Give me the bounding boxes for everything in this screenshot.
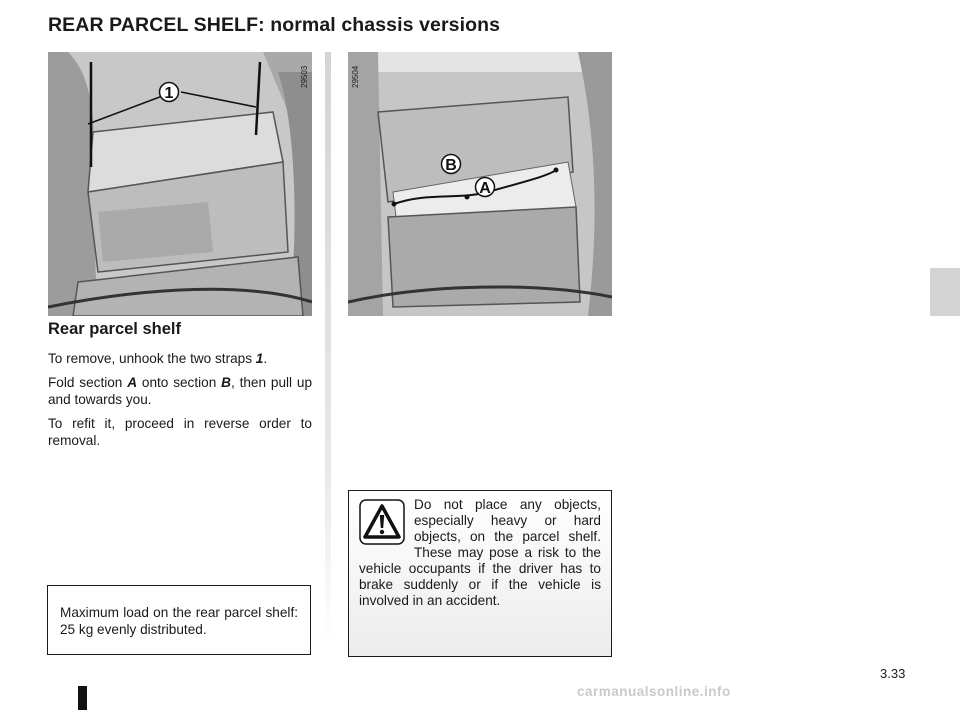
warning-box <box>348 490 612 657</box>
paragraph-fold <box>48 374 312 408</box>
figure-code: 29503 <box>300 65 309 88</box>
paragraph-text: . <box>263 351 268 366</box>
paragraph-text: , then pull up and towards you. <box>48 375 313 407</box>
figure-sections <box>348 52 612 316</box>
chapter-tab <box>930 268 960 316</box>
page-number: 3.33 <box>880 666 906 681</box>
page-title: REAR PARCEL SHELF: normal chassis versions <box>48 14 501 36</box>
reference-label: 1 <box>255 351 264 366</box>
load-note-box: Maximum load on the rear parcel shelf: 25 kg evenly distributed. <box>47 585 311 655</box>
paragraph-refit: To refit it, proceed in reverse order to removal. <box>48 416 312 448</box>
figure-code: 29504 <box>351 65 360 88</box>
paragraph-text: To remove, unhook the two straps <box>48 351 256 366</box>
column-divider <box>325 52 331 642</box>
crop-mark <box>78 686 87 710</box>
figure-2-label-a: A <box>479 180 491 197</box>
section-heading: Rear parcel shelf <box>48 320 181 338</box>
paragraph-text: onto section <box>137 375 222 390</box>
reference-label: A <box>127 375 138 390</box>
paragraph-remove <box>48 350 312 367</box>
paragraph-text: Fold section <box>48 375 128 390</box>
reference-label: B <box>221 375 231 390</box>
figure-straps <box>48 52 312 316</box>
warning-triangle-icon <box>359 499 405 545</box>
figure-2-label-b: B <box>445 157 457 174</box>
watermark: carmanualsonline.info <box>577 684 731 699</box>
warning-text: Do not place any objects, especially heavy or hard objects, on the parcel shelf. These may pose a risk to the vehicle occupants if the driver has to brake suddenly or if the vehicle is involved in an accident. <box>359 497 601 608</box>
figure-1-label: 1 <box>164 85 174 102</box>
car-boot-illustration-1 <box>48 52 312 316</box>
car-boot-illustration-2 <box>348 52 612 316</box>
